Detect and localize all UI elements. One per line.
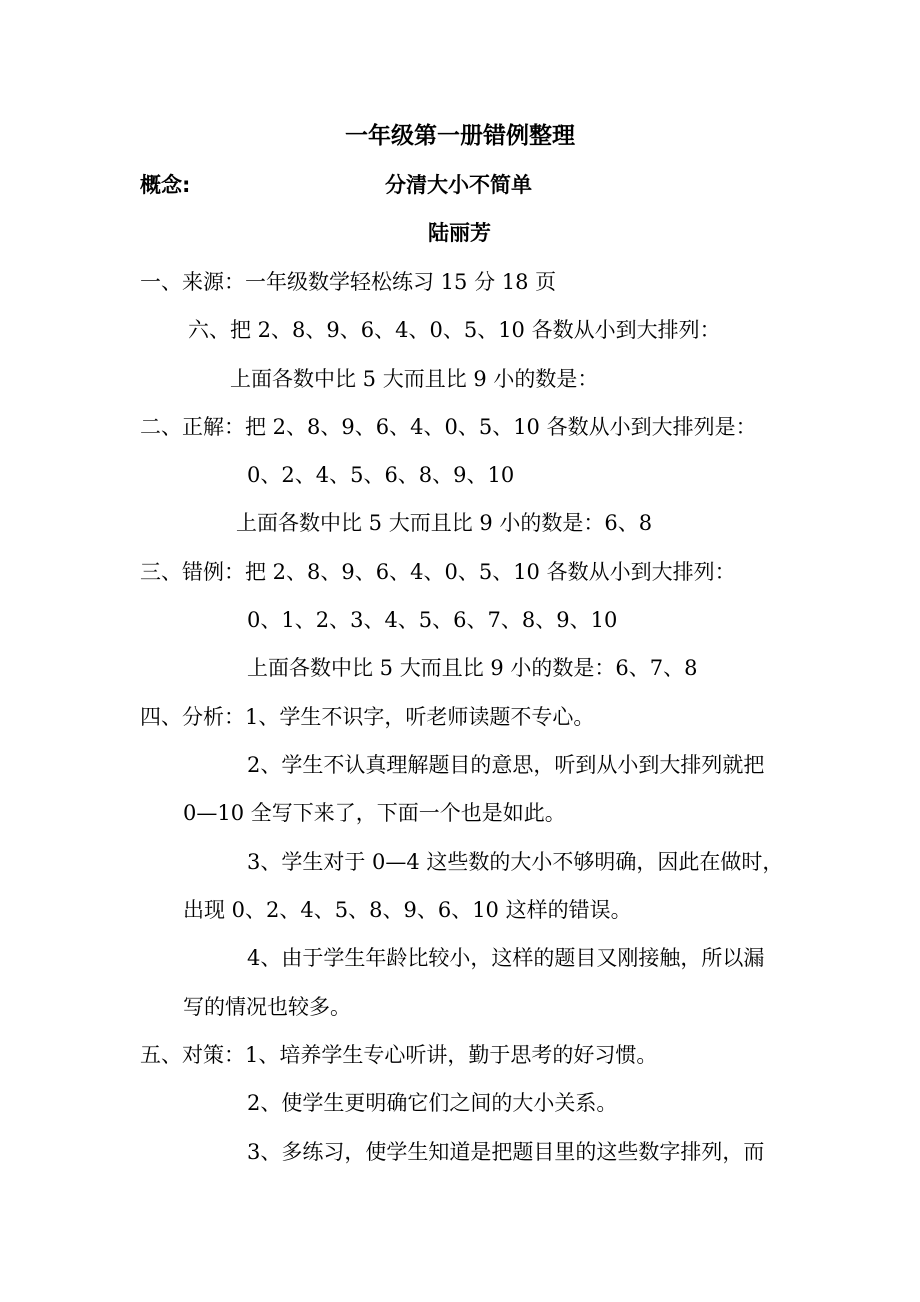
wrong-line-3: 上面各数中比 5 大而且比 9 小的数是：6、7、8: [247, 656, 698, 680]
analysis-line-1: 四、分析：1、学生不识字，听老师读题不专心。: [140, 705, 595, 729]
measures-line-3: 3、多练习，使学生知道是把题目里的这些数字排列，而: [247, 1140, 765, 1164]
wrong-line-1: 三、错例：把 2、8、9、6、4、0、5、10 各数从小到大排列：: [140, 560, 736, 584]
analysis-line-4: 3、学生对于 0—4 这些数的大小不够明确，因此在做时，: [247, 850, 784, 874]
analysis-line-2: 2、学生不认真理解题目的意思，听到从小到大排列就把: [247, 753, 765, 777]
correct-line-3: 上面各数中比 5 大而且比 9 小的数是：6、8: [236, 511, 653, 535]
analysis-line-3: 0—10 全写下来了，下面一个也是如此。: [183, 801, 566, 825]
measures-line-1: 五、对策：1、培养学生专心听讲，勤于思考的好习惯。: [140, 1043, 658, 1067]
correct-line-1: 二、正解：把 2、8、9、6、4、0、5、10 各数从小到大排列是：: [140, 415, 757, 439]
document-title: 一年级第一册错例整理: [345, 123, 575, 149]
correct-line-2: 0、2、4、5、6、8、9、10: [247, 463, 515, 487]
analysis-line-5: 出现 0、2、4、5、8、9、6、10 这样的错误。: [183, 898, 632, 922]
concept-topic: 分清大小不简单: [385, 173, 532, 197]
source-line-3: 上面各数中比 5 大而且比 9 小的数是：: [230, 367, 599, 391]
measures-line-2: 2、使学生更明确它们之间的大小关系。: [247, 1091, 618, 1115]
source-line-1: 一、来源：一年级数学轻松练习 15 分 18 页: [140, 270, 557, 294]
author-name: 陆丽芳: [428, 221, 491, 245]
concept-label: 概念:: [140, 173, 191, 197]
wrong-line-2: 0、1、2、3、4、5、6、7、8、9、10: [247, 608, 618, 632]
analysis-line-7: 写的情况也较多。: [183, 995, 351, 1019]
analysis-line-6: 4、由于学生年龄比较小，这样的题目又刚接触，所以漏: [247, 946, 765, 970]
source-line-2: 六、把 2、8、9、6、4、0、5、10 各数从小到大排列：: [188, 318, 721, 342]
